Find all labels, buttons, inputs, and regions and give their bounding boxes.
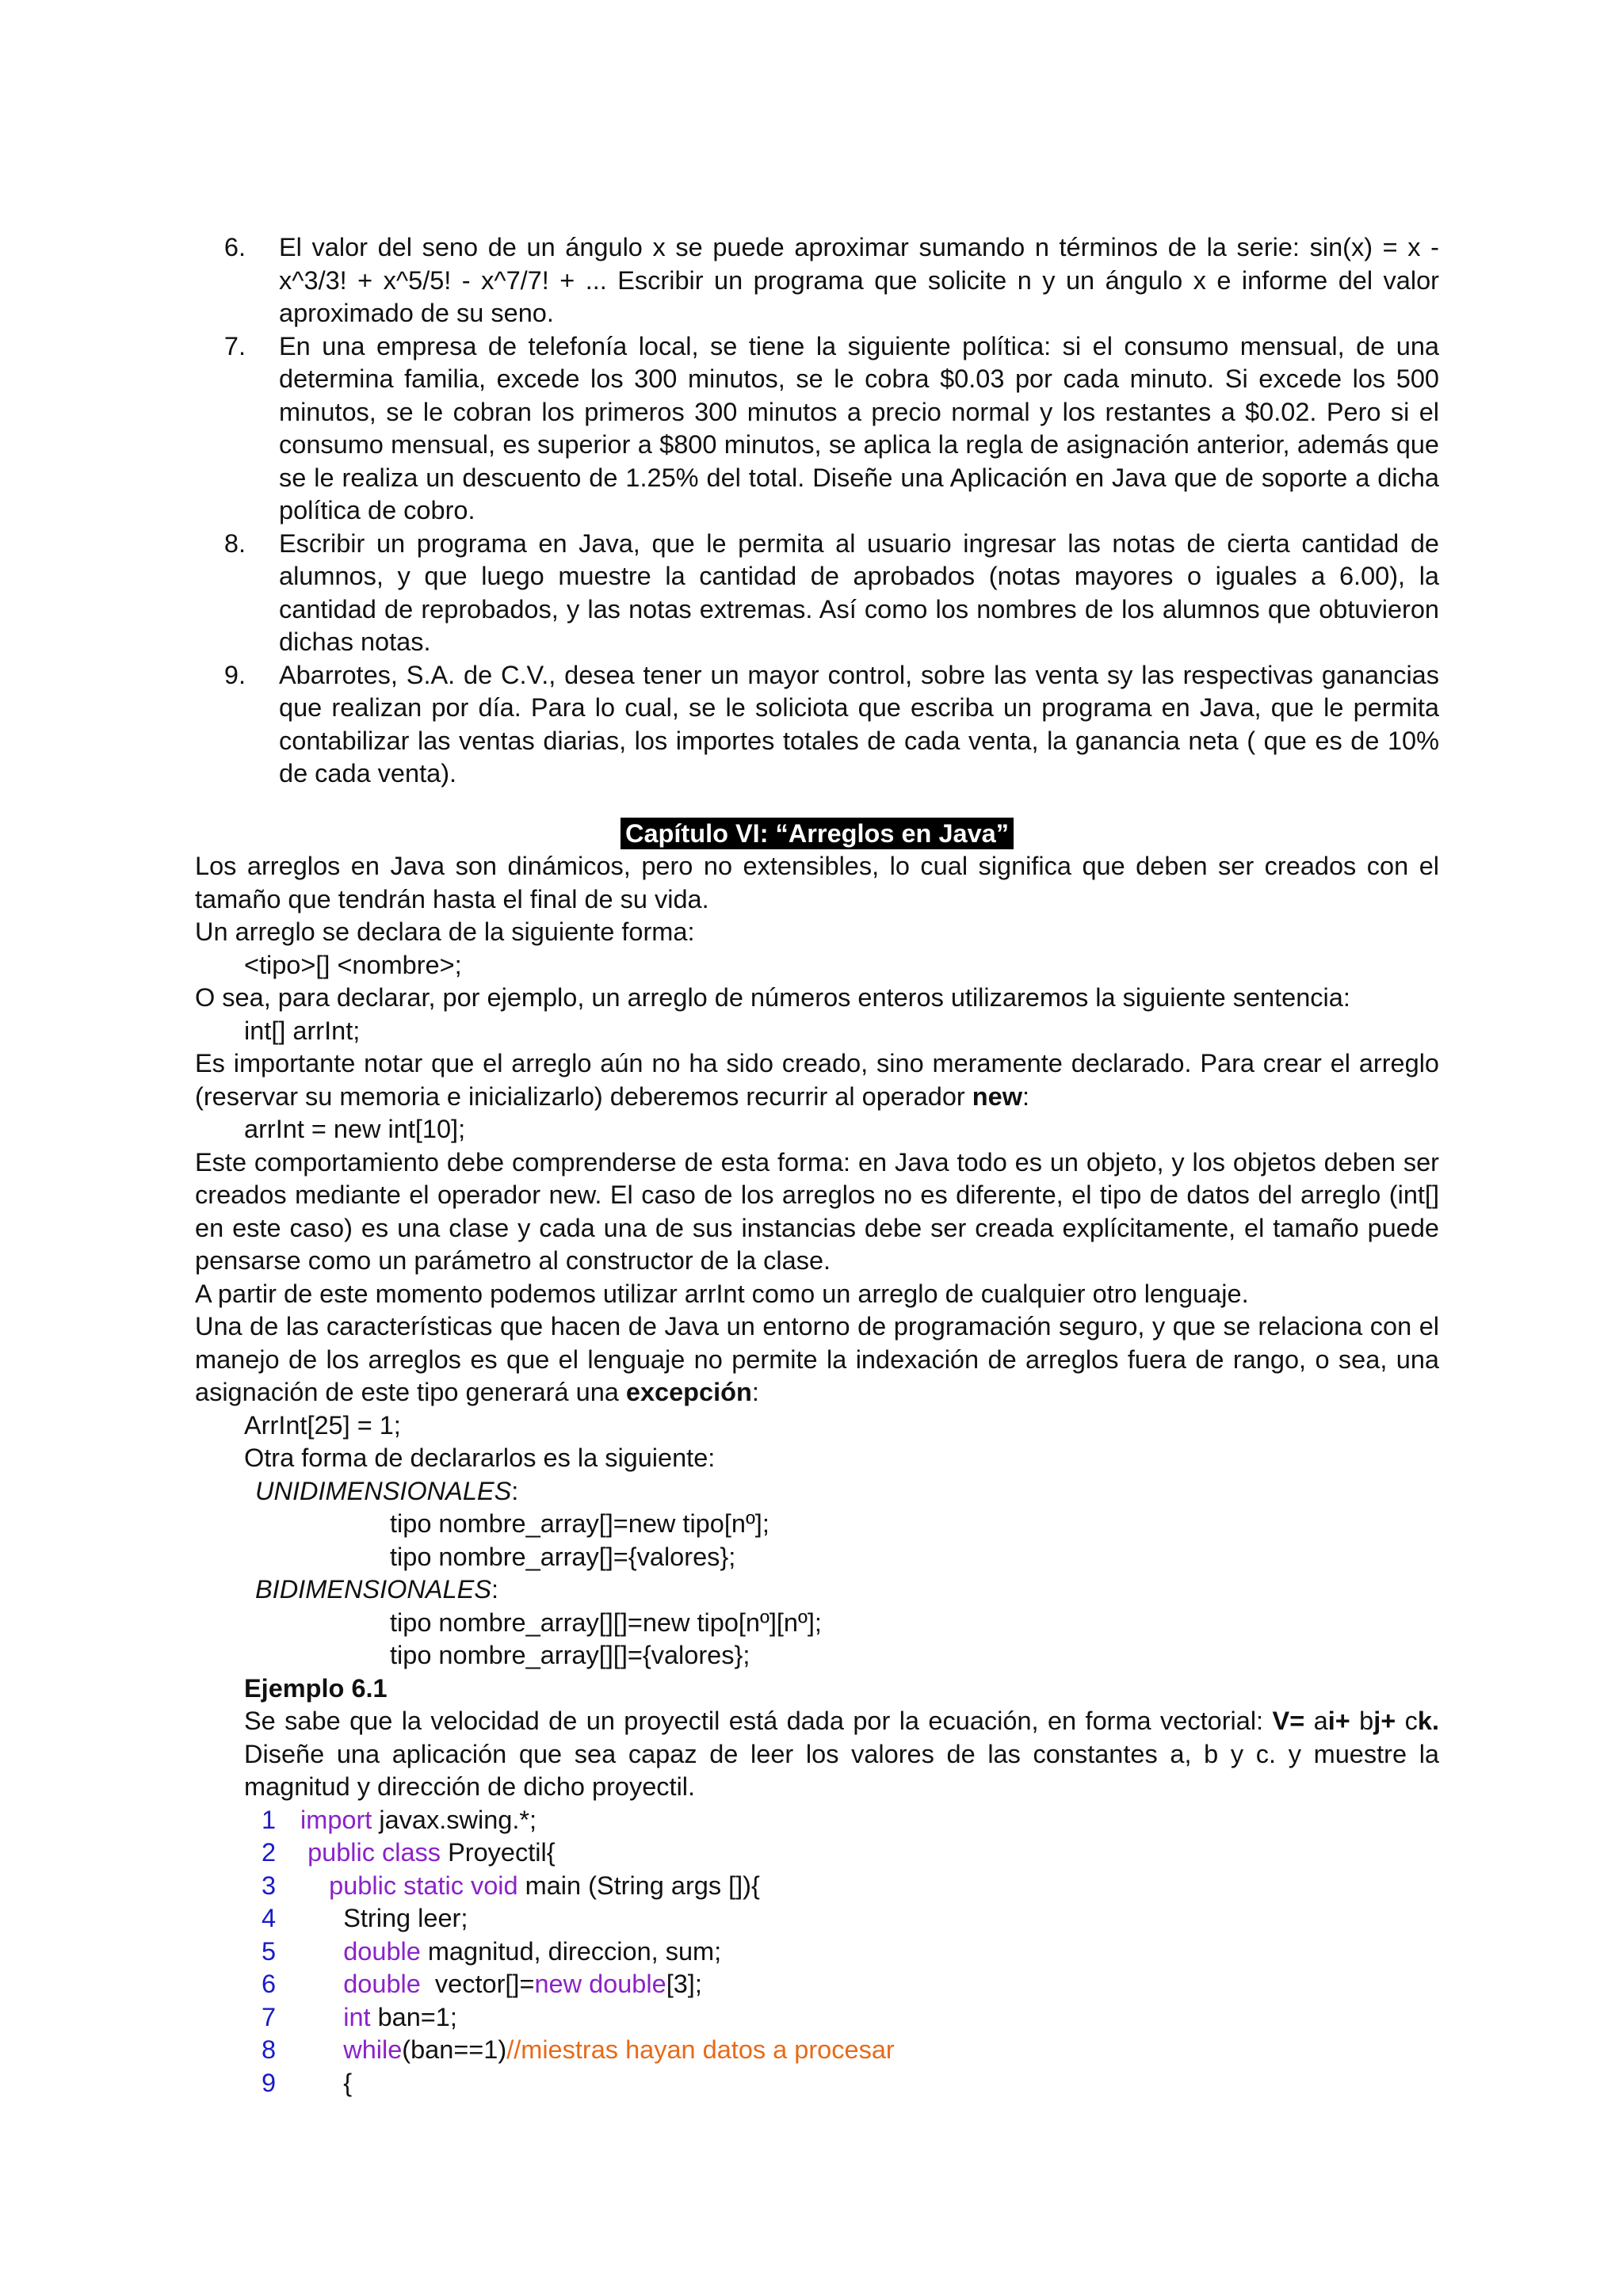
code-text: main (String args []){ (517, 1871, 760, 1900)
exercise-item (195, 330, 1439, 528)
code-snippet-bi-new: tipo nombre_array[][]=new tipo[nº][nº]; (390, 1608, 822, 1637)
code-indent (293, 1804, 300, 1837)
exercise-item (195, 659, 1439, 791)
example-title: Ejemplo 6.1 (244, 1673, 388, 1703)
bold-vector: V= (1272, 1707, 1305, 1735)
bold-keyword-exception: excepción (625, 1378, 752, 1406)
code-indent (293, 1902, 343, 1936)
code-snippet-uni-values: tipo nombre_array[]={valores}; (390, 1542, 736, 1571)
exercise-number: 9. (223, 660, 246, 689)
code-snippet-bi-values: tipo nombre_array[][]={valores}; (390, 1641, 750, 1669)
italic-label: UNIDIMENSIONALES (255, 1476, 512, 1505)
code-keyword: public static void (329, 1871, 518, 1900)
code-text: String leer; (343, 1904, 468, 1932)
code-line (195, 1804, 1439, 1837)
code-indent (293, 1968, 343, 2001)
code-indent (293, 2067, 343, 2100)
code-indent (293, 1870, 329, 1903)
code-comment: //miestras hayan datos a procesar (506, 2035, 895, 2064)
exercise-text: Abarrotes, S.A. de C.V., desea tener un mayor control, sobre las venta sy las respectivas ganancias que realizan por día. Para lo cual, se le soliciota que escriba un programa en Java, que le permita contabilizar las ventas diarias, los importes totales de cada venta, la ganancia neta ( que es de 10% de cada venta). (279, 660, 1439, 788)
text-run: a (1304, 1707, 1328, 1735)
paragraph-declare: Un arreglo se declara de la siguiente forma: (195, 917, 695, 946)
text-run: c (1396, 1707, 1418, 1735)
code-keyword: double (343, 1970, 421, 1998)
code-keyword: import (300, 1805, 372, 1834)
text-run: Una de las características que hacen de Java un entorno de programación seguro, y que se relaciona con el manejo de los arreglos es que el lenguaje no permite la indexación de arreglos fuera de rango, o sea, una asignación de este tipo generará una (195, 1312, 1439, 1406)
code-keyword: new double (534, 1970, 666, 1998)
code-indent (293, 1836, 307, 1870)
code-text: Proyectil{ (441, 1838, 556, 1867)
chapter-heading-row (195, 818, 1439, 851)
text-run: : (491, 1575, 499, 1604)
code-text: [3]; (666, 1970, 702, 1998)
exercise-item (195, 528, 1439, 659)
exercise-item (195, 231, 1439, 330)
code-line (195, 1936, 1439, 1969)
code-text: { (343, 2068, 353, 2097)
bold-unit-j: j+ (1373, 1707, 1396, 1735)
paragraph-create (195, 1047, 1439, 1113)
code-snippet-declare: <tipo>[] <nombre>; (244, 950, 462, 979)
label-bidimensional (195, 1573, 1439, 1607)
line-number: 3 (261, 1871, 277, 1900)
example-description (195, 1705, 1439, 1804)
line-number: 6 (261, 1970, 277, 1998)
code-line (195, 2034, 1439, 2067)
exercise-number: 6. (223, 233, 246, 261)
code-text: (ban==1) (402, 2035, 507, 2064)
code-listing (195, 1804, 1439, 2100)
code-keyword: int (343, 2002, 371, 2031)
paragraph-behavior: Este comportamiento debe comprenderse de esta forma: en Java todo es un objeto, y los objetos deben ser creados mediante el operador new. El caso de los arreglos no es diferente, el tipo de datos del arreglo (int[] en este caso) es una clase y cada una de sus instancias debe ser creada explícitamente, el tamaño puede pensarse como un parámetro al constructor de la clase. (195, 1147, 1439, 1275)
code-text: javax.swing.*; (372, 1805, 537, 1834)
line-number: 7 (261, 2002, 277, 2031)
chapter-title: Capítulo VI: “Arreglos en Java” (621, 818, 1014, 849)
line-number: 2 (261, 1838, 277, 1867)
line-number: 8 (261, 2035, 277, 2064)
code-line (195, 1836, 1439, 1870)
code-snippet-out-of-range: ArrInt[25] = 1; (244, 1410, 401, 1440)
code-indent (293, 2001, 343, 2035)
code-indent (293, 2034, 343, 2067)
code-snippet-uni-new: tipo nombre_array[]=new tipo[nº]; (390, 1509, 769, 1538)
exercise-number: 8. (223, 528, 246, 558)
code-line (195, 1902, 1439, 1936)
paragraph-example: O sea, para declarar, por ejemplo, un arreglo de números enteros utilizaremos la siguiente sentencia: (195, 983, 1350, 1012)
code-snippet-new: arrInt = new int[10]; (244, 1115, 466, 1143)
code-line (195, 1870, 1439, 1903)
code-text: magnitud, direccion, sum; (420, 1936, 722, 1966)
text-run: : (751, 1378, 759, 1406)
bold-keyword-new: new (972, 1081, 1022, 1111)
code-line (195, 2067, 1439, 2100)
text-run: b (1350, 1707, 1374, 1735)
exercise-text: El valor del seno de un ángulo x se puede aproximar sumando n términos de la serie: sin(x) = x - x^3/3! + x^5/5! - x^7/7! + ... Escribir un programa que solicite n y un ángulo x e informe del valor aproximado de su seno. (279, 233, 1439, 327)
bold-unit-k: k. (1417, 1707, 1439, 1735)
code-snippet-int-array: int[] arrInt; (244, 1016, 361, 1045)
text-run: : (1022, 1081, 1030, 1111)
bold-unit-i: i+ (1327, 1707, 1350, 1735)
code-text: vector[]= (420, 1970, 535, 1998)
paragraph-usage: A partir de este momento podemos utilizar arrInt como un arreglo de cualquier otro lenguaje. (195, 1279, 1249, 1308)
text-run: : (511, 1476, 519, 1505)
code-keyword: double (343, 1936, 421, 1966)
code-keyword: public class (307, 1838, 441, 1867)
line-number: 5 (261, 1936, 277, 1966)
line-number: 4 (261, 1904, 277, 1932)
paragraph-safety (195, 1310, 1439, 1409)
code-text: ban=1; (370, 2002, 457, 2031)
code-line (195, 1968, 1439, 2001)
code-line (195, 2001, 1439, 2035)
text-run: Es importante notar que el arreglo aún no ha sido creado, sino meramente declarado. Para crear el arreglo (reservar su memoria e inicializarlo) deberemos recurrir al operador (195, 1049, 1439, 1111)
line-number: 1 (261, 1805, 277, 1834)
paragraph-intro: Los arreglos en Java son dinámicos, pero no extensibles, lo cual significa que deben ser creados con el tamaño que tendrán hasta el final de su vida. (195, 852, 1439, 913)
page-content (195, 231, 1439, 2100)
exercise-text: En una empresa de telefonía local, se tiene la siguiente política: si el consumo mensual, de una determina familia, excede los 300 minutos, se le cobra $0.03 por cada minuto. Si excede los 500 minutos, se le cobran los primeros 300 minutos a precio normal y los restantes a $0.02. Pero si el consumo mensual, es superior a $800 minutos, se aplica la regla de asignación anterior, además que se le realiza un descuento de 1.25% del total. Diseñe una Aplicación en Java que de soporte a dicha política de cobro. (279, 331, 1439, 524)
exercise-number: 7. (223, 331, 246, 360)
label-unidimensional (195, 1475, 1439, 1508)
exercise-text: Escribir un programa en Java, que le permita al usuario ingresar las notas de cierta cantidad de alumnos, y que luego muestre la cantidad de aprobados (notas mayores o iguales a 6.00), la cantidad de reprobados, y las notas extremas. Así como los nombres de los alumnos que obtuvieron dichas notas. (279, 528, 1439, 656)
exercise-list (195, 231, 1439, 791)
italic-label: BIDIMENSIONALES (255, 1575, 491, 1604)
code-keyword: while (343, 2035, 403, 2064)
paragraph-other-form: Otra forma de declararlos es la siguiente: (244, 1444, 716, 1472)
line-number: 9 (261, 2068, 277, 2097)
text-run: Se sabe que la velocidad de un proyectil está dada por la ecuación, en forma vectorial: (244, 1707, 1273, 1735)
text-run: Diseñe una aplicación que sea capaz de leer los valores de las constantes a, b y c. y muestre la magnitud y dirección de dicho proyectil. (244, 1739, 1439, 1801)
code-indent (293, 1936, 343, 1969)
